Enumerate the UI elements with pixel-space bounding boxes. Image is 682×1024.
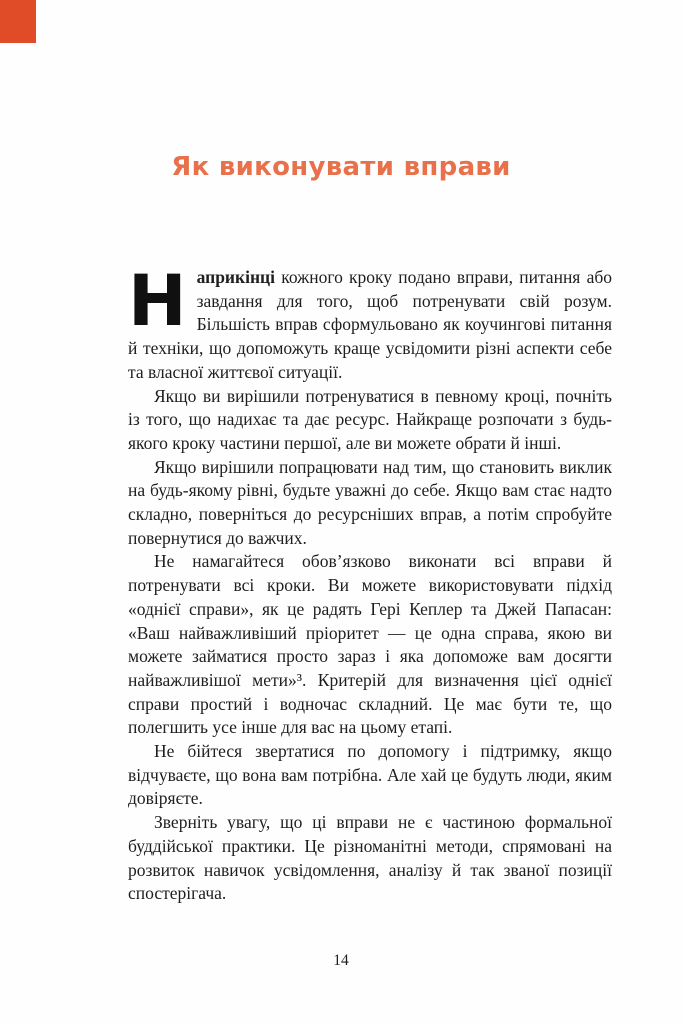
paragraph-first	[128, 260, 612, 385]
chapter-title: Як виконувати вправи	[171, 152, 511, 182]
body-text	[128, 260, 612, 906]
page-number: 14	[333, 952, 349, 969]
paragraph: Зверніть увагу, що ці вправи не є частиною формальної буддійської практики. Це різноманітні методи, спрямовані на розвиток навичок усвідомлення, аналізу й так званої позиції спостерігача.	[128, 812, 612, 904]
paragraph: Не бійтеся звертатися по допомогу і підтримку, якщо відчуваєте, що вона вам потрібна. Але хай це будуть люди, яким довіряєте.	[128, 741, 612, 809]
lead-word: априкінці	[196, 267, 275, 287]
paragraph: Якщо ви вирішили потренуватися в певному кроці, почніть із того, що надихає та дає ресурс. Найкраще розпочати з будь-якого кроку частини першої, але ви можете обрати й інші.	[128, 385, 612, 453]
paragraph-first-text: кожного кроку подано вправи, питання або завдання для того, щоб потренувати свій розум. Більшість вправ сформульовано як коучингові питання й техніки, що допоможуть краще усвідомити різні аспекти себе та власної життєвої ситуації.	[128, 267, 612, 382]
dropcap-letter: Н	[128, 260, 187, 342]
paragraph: Не намагайтеся обов’язково виконати всі вправи й потренувати всі кроки. Ви можете використовувати підхід «однієї справи», як це радять Гері Кеплер та Джей Папасан: «Ваш найважливіший пріоритет — це одна справа, якою ви можете займатися просто зараз і яка допоможе вам досягти найважливішої мети»³. Критерій для визначення цієї однієї справи простий і водночас складний. Це має бути те, що полегшить усе інше для вас на цьому етапі.	[128, 551, 612, 738]
corner-color-tab	[0, 0, 36, 43]
paragraph: Якщо вирішили попрацювати над тим, що становить виклик на будь-якому рівні, будьте уважні до себе. Якщо вам стає надто складно, поверніться до ресурсніших вправ, а потім спробуйте повернутися до важчих.	[128, 456, 612, 548]
